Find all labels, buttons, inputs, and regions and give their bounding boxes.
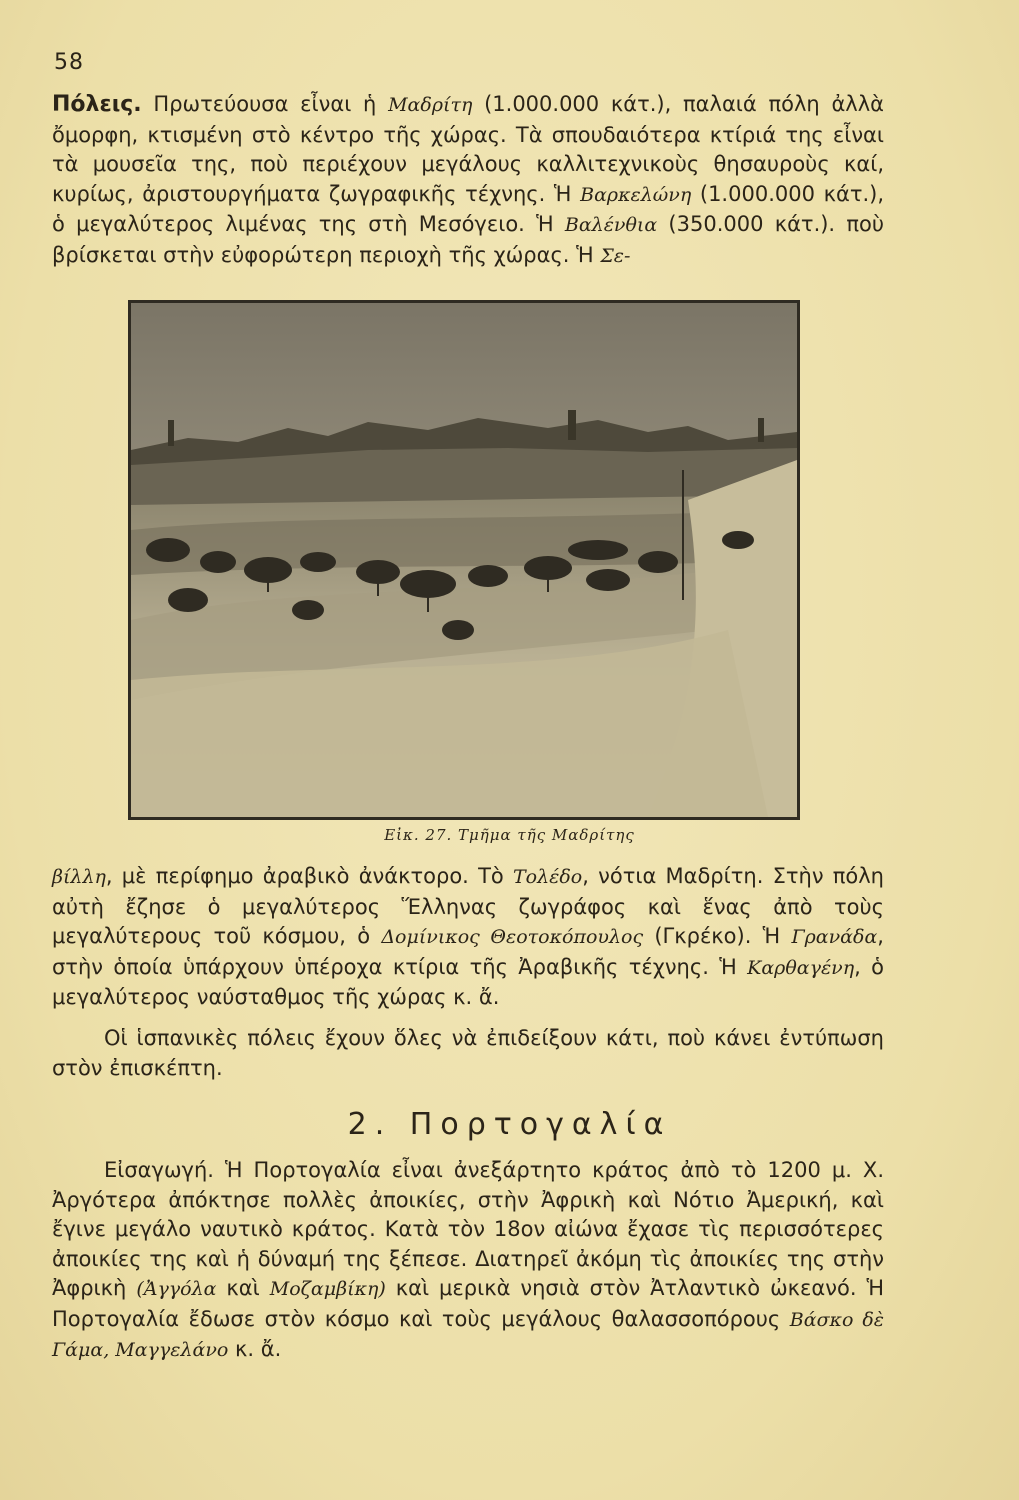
madrid-photograph bbox=[128, 300, 800, 820]
city-name: βίλλη bbox=[52, 866, 106, 888]
paragraph-lead: Πόλεις. bbox=[52, 92, 142, 117]
section-heading: 2. Πορτογαλία bbox=[347, 1107, 672, 1142]
paragraph-cities-continued: βίλλη, μὲ περίφημο ἀραβικὸ ἀνάκτορο. Τὸ Τολέδο, νότια Μαδρίτη. Στὴν πόλη αὐτὴ ἔζησε ὁ μεγαλύτερος Ἕλληνας ζωγράφος καὶ ἕνας ἀπὸ τοὺς μεγαλύτερους τοῦ κόσμου, ὁ Δομίνικος Θεοτοκόπουλος (Γκρέκο). Ἡ Γρανάδα, στὴν ὁποία ὑπάρχουν ὑπέροχα κτίρια τῆς Ἀραβικῆς τέχνης. Ἡ Καρθαγένη, ὁ μεγαλύτερος ναύσταθμος τῆς χώρας κ. ἄ. bbox=[52, 864, 884, 1009]
city-name: Τολέδο bbox=[512, 866, 583, 888]
city-name: Μαδρίτη bbox=[388, 94, 473, 116]
city-name: Βαρκελώνη bbox=[580, 183, 692, 206]
city-name: Καρθαγένη bbox=[747, 956, 855, 979]
city-name: Γρανάδα bbox=[791, 926, 878, 948]
person-names: Βάσκο δὲ Γάμα, Μαγγελάνο bbox=[52, 1308, 884, 1361]
paragraph-lead: Εἰσαγωγή. bbox=[104, 1158, 214, 1182]
place-name: (Ἀγγόλα bbox=[136, 1278, 217, 1300]
person-name: Δομίνικος Θεοτοκόπουλος bbox=[381, 926, 644, 948]
page-number: 58 bbox=[54, 50, 84, 75]
city-name: Σε- bbox=[600, 244, 631, 267]
city-name: Βαλένθια bbox=[564, 214, 658, 236]
paragraph-portugal-introduction: Εἰσαγωγή. Ἡ Πορτογαλία εἶναι ἀνεξάρτητο κράτος ἀπὸ τὸ 1200 μ. Χ. Ἀργότερα ἀπόκτησε πολλὲς ἀποικίες, στὴν Ἀφρικὴ καὶ Νότιο Ἀμερική, καὶ ἔγινε μεγάλο ναυτικὸ κράτος. Κατὰ τὸν 18ον αἰώνα ἔχασε τὶς περισσότερες ἀποικίες της καὶ ἡ δύναμή της ξέπεσε. Διατηρεῖ ἀκόμη τὶς ἀποικίες της στὴν Ἀφρικὴ (Ἀγγόλα καὶ Μοζαμβίκη) καὶ μερικὰ νησιὰ στὸν Ἀτλαντικὸ ὠκεανό. Ἡ Πορτογαλία ἔδωσε στὸν κόσμο καὶ τοὺς μεγάλους θαλασσοπόρους Βάσκο δὲ Γάμα, Μαγγελάνο κ. ἄ. bbox=[52, 1158, 884, 1361]
paragraph-spanish-cities: Οἱ ἱσπανικὲς πόλεις ἔχουν ὅλες νὰ ἐπιδείξουν κάτι, ποὺ κάνει ἐντύπωση στὸν ἐπισκέπτη. bbox=[52, 1026, 884, 1080]
place-name: Μοζαμβίκη) bbox=[269, 1278, 386, 1300]
paragraph-cities: Πόλεις. Πρωτεύουσα εἶναι ἡ Μαδρίτη (1.000.000 κάτ.), παλαιά πόλη ἀλλὰ ὄμορφη, κτισμένη στὸ κέντρο τῆς χώρας. Τὰ σπουδαιότερα κτίριά της εἶναι τὰ μουσεῖα της, ποὺ περιέχουν μεγάλους καλλιτεχνικοὺς θησαυροὺς καί, κυρίως, ἀριστουργήματα ζωγραφικῆς τέχνης. Ἡ Βαρκελώνη (1.000.000 κάτ.), ὁ μεγαλύτερος λιμένας της στὴ Μεσόγειο. Ἡ Βαλένθια (350.000 κάτ.). ποὺ βρίσκεται στὴν εὐφορώτερη περιοχὴ τῆς χώρας. Ἡ Σε- bbox=[52, 92, 885, 267]
figure-caption: Εἰκ. 27. Τμῆμα τῆς Μαδρίτης bbox=[384, 826, 635, 844]
